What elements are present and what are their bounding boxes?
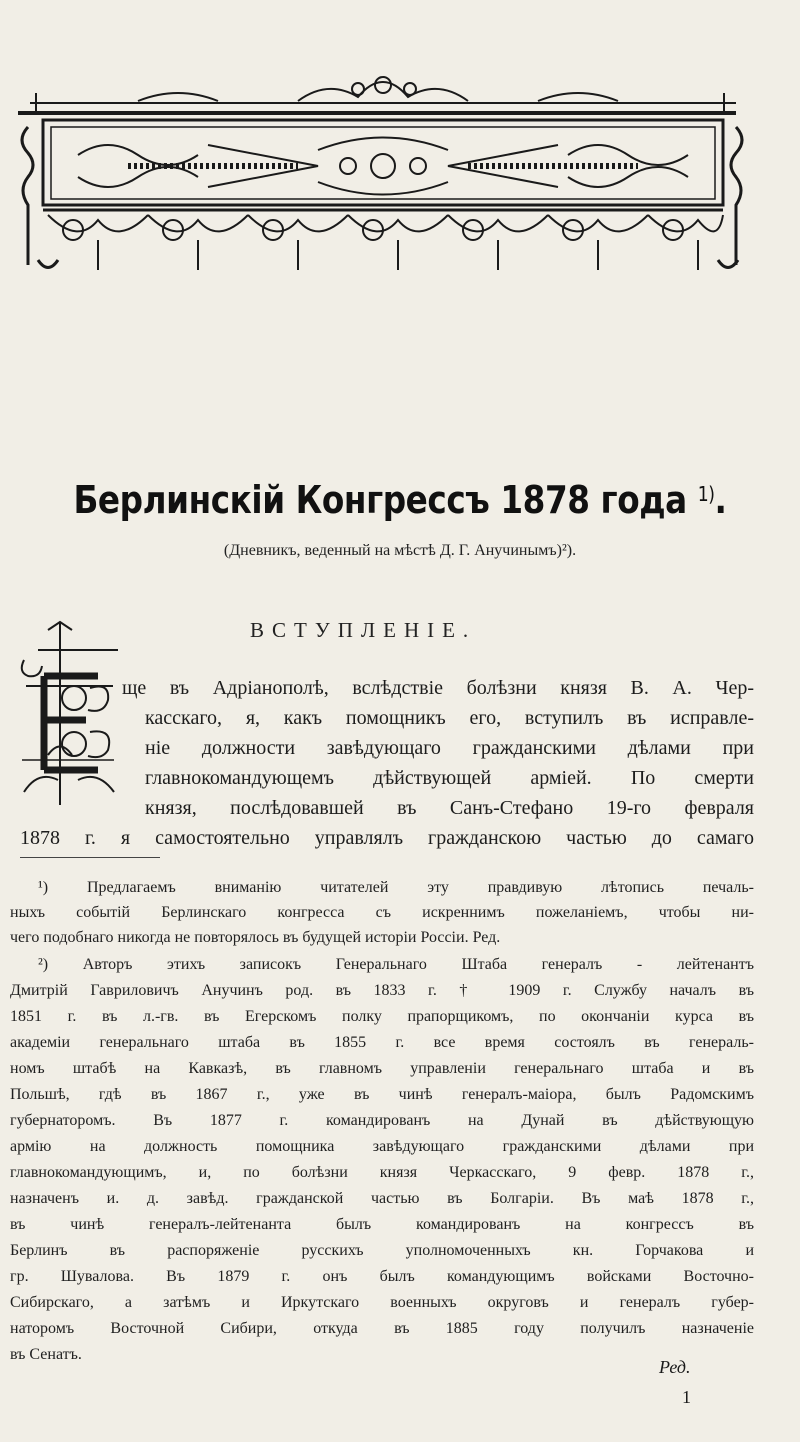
footnote-line: губернаторомъ. Въ 1877 г. командированъ на Дунай въ дѣйствующую xyxy=(10,1112,754,1129)
headpiece-ornament xyxy=(18,65,748,275)
body-line-4: главнокомандующемъ дѣйствующей арміей. По смерти xyxy=(145,767,754,789)
body-line-5: князя, послѣдовавшей въ Санъ-Стефано 19-го февраля xyxy=(145,797,754,819)
article-subtitle: (Дневникъ, веденный на мѣстѣ Д. Г. Анучинымъ)²). xyxy=(223,542,577,559)
footnote-line: номъ штабѣ на Кавказѣ, въ главномъ управленіи генеральнаго штаба и въ xyxy=(10,1060,754,1077)
editor-signature: Ред. xyxy=(659,1357,691,1377)
footnote-line: въ Сенатъ. xyxy=(10,1346,82,1363)
body-line-1: ще въ Адріанополѣ, вслѣдствіе болѣзни князя В. А. Чер- xyxy=(122,677,754,699)
footnote-line: Польшѣ, гдѣ въ 1867 г., уже въ чинѣ генералъ-маіора, былъ Радомскимъ xyxy=(10,1086,754,1103)
footnote-line: чего подобнаго никогда не повторялось въ будущей исторіи Россіи. Ред. xyxy=(10,929,501,946)
title-footnote-marker: 1) xyxy=(697,482,715,506)
footnote-line: Сибирскаго, а затѣмъ и Иркутскаго военныхъ округовъ и генералъ губер- xyxy=(10,1294,754,1311)
footnote-line: академіи генеральнаго штаба въ 1855 г. все время состоялъ въ генераль- xyxy=(10,1034,754,1051)
footnote-line: ныхъ событій Берлинскаго конгресса съ искреннимъ пожеланіемъ, чтобы ни- xyxy=(10,904,754,921)
footnote-line: ¹) Предлагаемъ вниманію читателей эту правдивую лѣтопись печаль- xyxy=(38,879,754,896)
footnote-separator xyxy=(20,857,160,858)
footnote-line: Берлинъ въ распоряженіе русскихъ уполномоченныхъ кн. Горчакова и xyxy=(10,1242,754,1259)
footnote-line: наторомъ Восточной Сибири, откуда въ 1885 году получилъ назначеніе xyxy=(10,1320,754,1337)
headpiece-ornament-icon xyxy=(18,65,748,275)
footnote-line: 1851 г. въ л.-гв. въ Егерскомъ полку прапорщикомъ, по окончаніи курса въ xyxy=(10,1008,754,1025)
drop-cap-initial xyxy=(18,620,122,805)
body-line-2: касскаго, я, какъ помощникъ его, вступилъ въ исправле- xyxy=(145,707,754,729)
footnote-line: гр. Шувалова. Въ 1879 г. онъ былъ командующимъ войсками Восточно- xyxy=(10,1268,754,1285)
body-line-6: 1878 г. я самостоятельно управлялъ гражданскою частью до самаго xyxy=(20,827,754,849)
footnote-line: въ чинѣ генералъ-лейтенанта былъ командированъ на конгрессъ въ xyxy=(10,1216,754,1233)
footnote-line: назначенъ и. д. завѣд. гражданской частью въ Болгаріи. Въ маѣ 1878 г., xyxy=(10,1190,754,1207)
body-line-3: ніе должности завѣдующаго гражданскими дѣлами при xyxy=(145,737,754,759)
article-title-text: Берлинскій Конгрессъ 1878 года xyxy=(73,478,687,522)
decorated-initial-icon xyxy=(18,620,122,805)
section-heading: ВСТУПЛЕНІЕ. xyxy=(250,618,477,642)
footnote-line: ²) Авторъ этихъ записокъ Генеральнаго Штаба генералъ - лейтенантъ xyxy=(38,956,754,973)
footnote-line: Дмитрій Гавриловичъ Анучинъ род. въ 1833 г. † 1909 г. Службу началъ въ xyxy=(10,982,754,999)
article-title xyxy=(56,478,744,522)
footnote-line: армію на должность помощника завѣдующаго гражданскими дѣлами при xyxy=(10,1138,754,1155)
title-period: . xyxy=(714,478,727,522)
page-number: 1 xyxy=(682,1387,691,1407)
footnote-line: главнокомандующимъ, и, по болѣзни князя Черкасскаго, 9 февр. 1878 г., xyxy=(10,1164,754,1181)
